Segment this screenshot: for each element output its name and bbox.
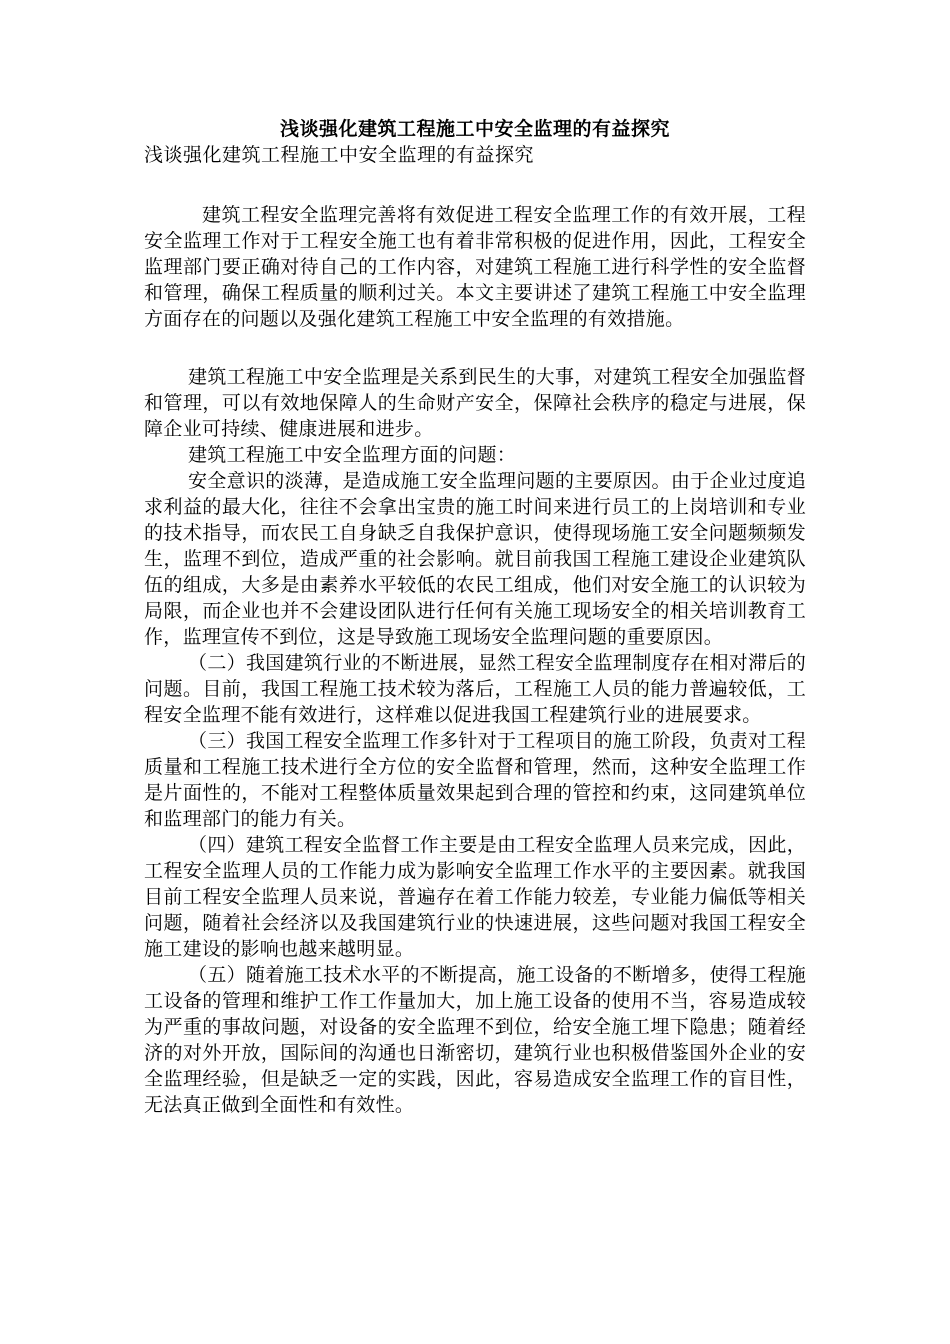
document-subtitle: 浅谈强化建筑工程施工中安全监理的有益探究 (144, 144, 535, 166)
section-heading-problems: 建筑工程施工中安全监理方面的问题： (188, 444, 517, 466)
body-paragraph-item-5: （五）随着施工技术水平的不断提高，施工设备的不断增多，使得工程施工设备的管理和维护工作工作量加大，加上施工设备的使用不当，容易造成较为严重的事故问题，对设备的安全监理不到位，给安全施工埋下隐患；随着经济的对外开放，国际间的沟通也日渐密切，建筑行业也积极借鉴国外企业的安全监理经验，但是缺乏一定的实践，因此，容易造成安全监理工作的盲目性，无法真正做到全面性和有效性。 (144, 964, 806, 1116)
body-paragraph-item-2: （二）我国建筑行业的不断进展，显然工程安全监理制度存在相对滞后的问题。目前，我国工程施工技术较为落后，工程施工人员的能力普遍较低，工程安全监理不能有效进行，这样难以促进我国工程建筑行业的进展要求。 (144, 652, 806, 726)
paragraph-gap (144, 332, 806, 364)
body-paragraph-item-3: （三）我国工程安全监理工作多针对于工程项目的施工阶段，负责对工程质量和工程施工技术进行全方位的安全监督和管理，然而，这种安全监理工作是片面性的，不能对工程整体质量效果起到合理的管控和约束，这同建筑单位和监理部门的能力有关。 (144, 730, 806, 830)
body-paragraph-1: 建筑工程施工中安全监理是关系到民生的大事，对建筑工程安全加强监督和管理，可以有效地保障人的生命财产安全，保障社会秩序的稳定与进展，保障企业可持续、健康进展和进步。 (144, 366, 806, 440)
abstract-paragraph: 建筑工程安全监理完善将有效促进工程安全监理工作的有效开展，工程安全监理工作对于工程安全施工也有着非常积极的促进作用，因此，工程安全监理部门要正确对待自己的工作内容，对建筑工程施工进行科学性的安全监督和管理，确保工程质量的顺利过关。本文主要讲述了建筑工程施工中安全监理方面存在的问题以及强化建筑工程施工中安全监理的有效措施。 (144, 204, 806, 330)
body-paragraph-item-4: （四）建筑工程安全监督工作主要是由工程安全监理人员来完成，因此，工程安全监理人员的工作能力成为影响安全监理工作水平的主要因素。就我国目前工程安全监理人员来说，普遍存在着工作能力较差，专业能力偏低等相关问题，随着社会经济以及我国建筑行业的快速进展，这些问题对我国工程安全施工建设的影响也越来越明显。 (144, 834, 806, 960)
document-body (144, 116, 806, 1118)
body-paragraph-item-1: 安全意识的淡薄，是造成施工安全监理问题的主要原因。由于企业过度追求利益的最大化，往往不会拿出宝贵的施工时间来进行员工的上岗培训和专业的技术指导，而农民工自身缺乏自我保护意识，使得现场施工安全问题频频发生，监理不到位，造成严重的社会影响。就目前我国工程施工建设企业建筑队伍的组成，大多是由素养水平较低的农民工组成，他们对安全施工的认识较为局限，而企业也并不会建设团队进行任何有关施工现场安全的相关培训教育工作，监理宣传不到位，这是导致施工现场安全监理问题的重要原因。 (144, 470, 806, 648)
document-title: 浅谈强化建筑工程施工中安全监理的有益探究 (279, 118, 670, 140)
